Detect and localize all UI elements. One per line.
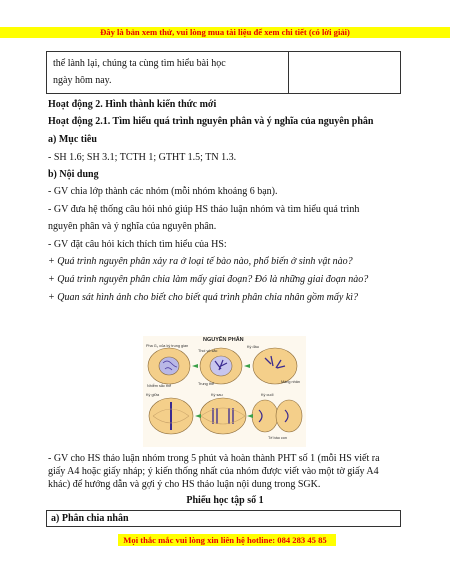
objective-text: - SH 1.6; SH 3.1; TCTH 1; GTHT 1.5; TN 1.3.: [48, 152, 237, 163]
figure-label: Kỳ đầu: [247, 345, 259, 349]
worksheet-row-1: a) Phân chia nhân: [51, 513, 129, 524]
paragraph-4-continuation: [48, 465, 379, 491]
paragraph-2-line-2: nguyên phân và ý nghĩa của nguyên phân.: [48, 221, 217, 232]
figure-label: Tế bào con: [268, 436, 287, 440]
figure-label: Kỳ cuối: [261, 393, 274, 397]
preview-banner: Đây là bản xem thử, vui lòng mua tài liệu để xem chi tiết (có lời giải): [0, 27, 450, 38]
top-table-cell: [53, 55, 283, 89]
paragraph-1: - GV chia lớp thành các nhóm (mỗi nhóm khoảng 6 bạn).: [48, 186, 278, 197]
question-2: + Quá trình nguyên phân chia làm mấy giai đoạn? Đó là những giai đoạn nào?: [48, 274, 369, 285]
paragraph-4-line-2-text: giấy A4 hoặc giấy nháp; ý kiến thống nhất của nhóm được viết vào một tờ giấy A4: [48, 466, 379, 477]
figure-label: Nhiễm sắc thể: [147, 384, 172, 388]
content-heading: b) Nội dung: [48, 169, 99, 180]
question-1: + Quá trình nguyên phân xảy ra ở loại tế bào nào, phổ biến ở sinh vật nào?: [48, 256, 353, 267]
table-divider: [288, 52, 289, 93]
figure-label: Kỳ giữa: [146, 393, 160, 397]
worksheet-table: [46, 510, 401, 527]
paragraph-4-line-3-text: khác) để hướng dẫn và gợi ý cho HS thảo luận nội dung trong SGK.: [48, 479, 321, 490]
activity-heading: Hoạt động 2. Hình thành kiến thức mới: [48, 99, 217, 110]
figure-title: NGUYÊN PHÂN: [203, 337, 244, 343]
top-table: [46, 51, 401, 94]
figure-label: Kỳ sau: [211, 393, 223, 397]
mitosis-diagram-icon: [143, 336, 306, 447]
figure-label: Pha G₂ của kỳ trung gian: [146, 344, 189, 348]
hotline-footer: Mọi thắc mắc vui lòng xin liên hệ hotline: 084 283 45 85: [123, 535, 327, 545]
paragraph-3: - GV đặt câu hỏi kích thích tìm hiểu của HS:: [48, 239, 227, 250]
objective-heading: a) Mục tiêu: [48, 134, 97, 145]
sub-activity-heading: Hoạt động 2.1. Tìm hiểu quá trình nguyên phân và ý nghĩa của nguyên phân: [48, 116, 374, 127]
paragraph-2-line-1: - GV đưa hệ thống câu hỏi nhỏ giúp HS thảo luận nhóm và tìm hiểu quá trình: [48, 204, 360, 215]
worksheet-title: Phiếu học tập số 1: [186, 495, 264, 506]
top-table-line-1: thể lành lại, chúng ta cùng tìm hiểu bài học: [53, 58, 226, 69]
figure-label: Thoi vô sắc: [198, 349, 218, 353]
figure-label: Trung thể: [198, 382, 215, 386]
figure-label: Màng nhân: [281, 380, 300, 384]
question-3: + Quan sát hình ảnh cho biết cho biết quá trình phân chia nhân gồm mấy kì?: [48, 292, 359, 303]
paragraph-4-line-1: - GV cho HS thảo luận nhóm trong 5 phút và hoàn thành PHT số 1 (mỗi HS viết ra: [48, 453, 380, 464]
top-table-line-2: ngày hôm nay.: [53, 75, 112, 86]
